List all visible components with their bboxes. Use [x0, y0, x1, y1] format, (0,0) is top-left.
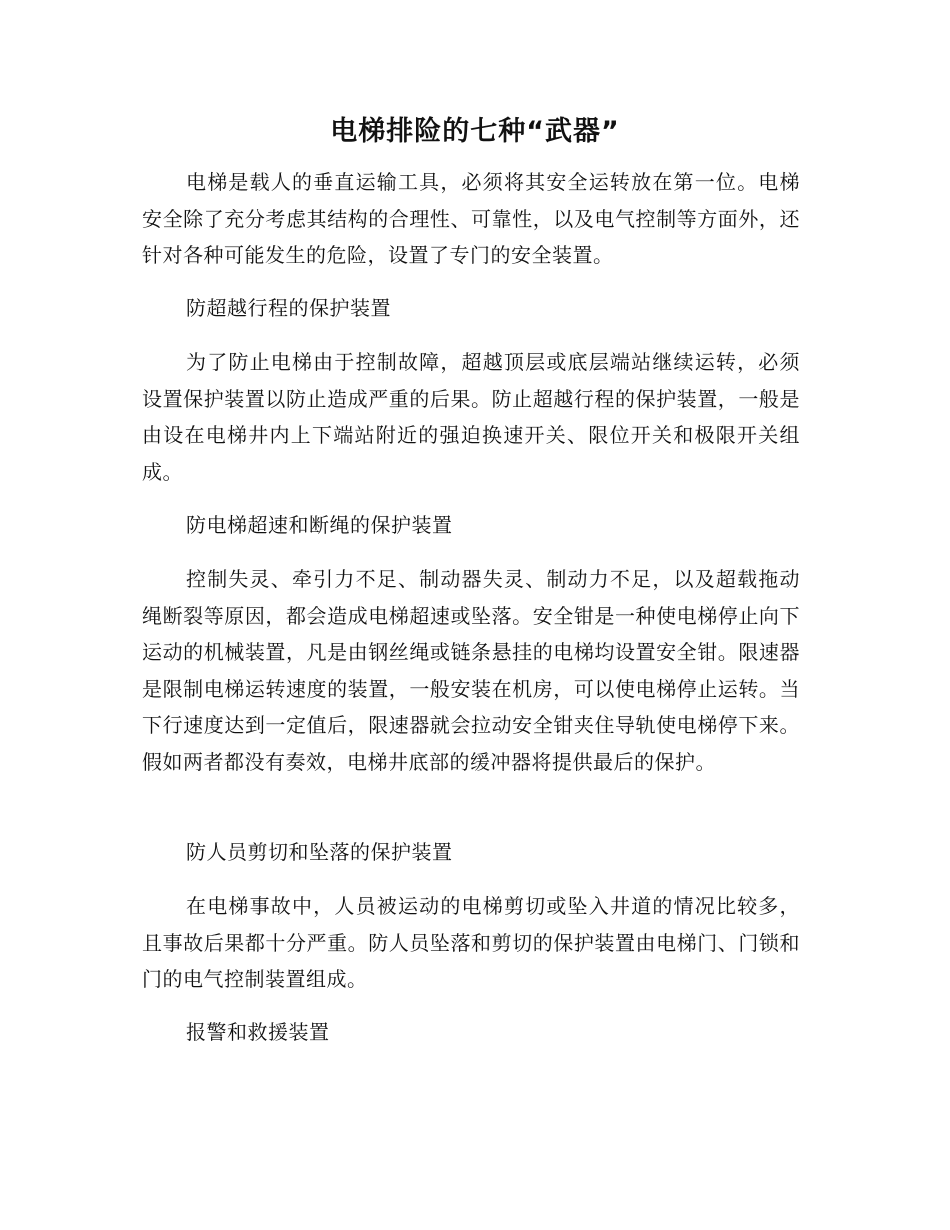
- document-title: 电梯排险的七种“武器”: [330, 116, 620, 147]
- paragraph-shear-fall: 在电梯事故中，人员被运动的电梯剪切或坠入井道的情况比较多，且事故后果都十分严重。防人员坠落和剪切的保护装置由电梯门、门锁和门的电气控制装置组成。: [142, 894, 800, 991]
- section-heading-over-travel: 防超越行程的保护装置: [186, 296, 391, 320]
- section-heading-overspeed: 防电梯超速和断绳的保护装置: [186, 513, 453, 537]
- section-heading-alarm-rescue: 报警和救援装置: [186, 1020, 330, 1044]
- section-heading-shear-fall: 防人员剪切和坠落的保护装置: [186, 840, 453, 864]
- paragraph-over-travel: 为了防止电梯由于控制故障，超越顶层或底层端站继续运转，必须设置保护装置以防止造成严重的后果。防止超越行程的保护装置，一般是由设在电梯井内上下端站附近的强迫换速开关、限位开关和极限开关组成。: [142, 350, 800, 484]
- paragraph-overspeed: 控制失灵、牵引力不足、制动器失灵、制动力不足，以及超载拖动绳断裂等原因，都会造成电梯超速或坠落。安全钳是一种使电梯停止向下运动的机械装置，凡是由钢丝绳或链条悬挂的电梯均设置安全钳。限速器是限制电梯运转速度的装置，一般安装在机房，可以使电梯停止运转。当下行速度达到一定值后，限速器就会拉动安全钳夹住导轨使电梯停下来。假如两者都没有奏效，电梯井底部的缓冲器将提供最后的保护。: [142, 567, 800, 774]
- paragraph-intro: 电梯是载人的垂直运输工具，必须将其安全运转放在第一位。电梯安全除了充分考虑其结构的合理性、可靠性，以及电气控制等方面外，还针对各种可能发生的危险，设置了专门的安全装置。: [142, 170, 800, 267]
